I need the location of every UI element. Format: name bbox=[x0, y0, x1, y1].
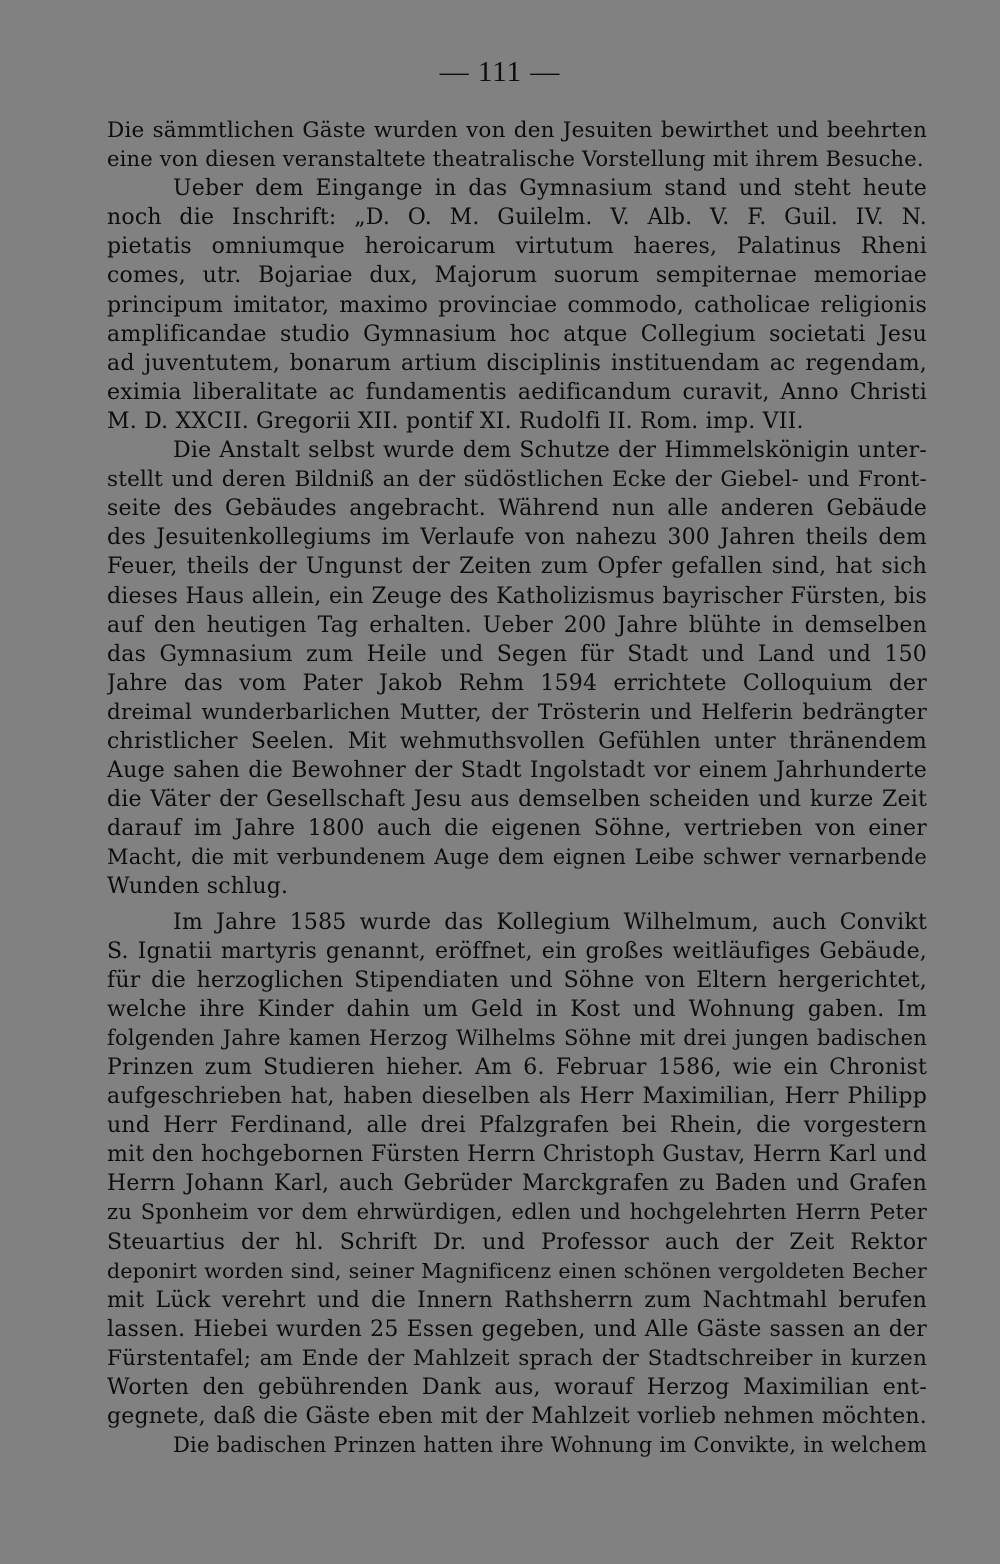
text-line: aufgeschrieben hat, haben dieselben als Herr Maximilian, Herr Philipp bbox=[107, 1084, 927, 1110]
text-line: folgenden Jahre kamen Herzog Wilhelms Söhne mit drei jungen badischen bbox=[107, 1025, 927, 1050]
text-line: für die herzoglichen Stipendiaten und Söhne von Eltern hergerichtet, bbox=[107, 967, 927, 993]
text-line: stellt und deren Bildniß an der südöstlichen Ecke der Giebel- und Front- bbox=[107, 467, 927, 493]
text-line: Die Anstalt selbst wurde dem Schutze der Himmelskönigin unter- bbox=[173, 438, 927, 464]
text-line: dieses Haus allein, ein Zeuge des Katholizismus bayrischer Fürsten, bis bbox=[107, 583, 927, 609]
text-line: mit Lück verehrt und die Innern Rathsherrn zum Nachtmahl berufen bbox=[107, 1287, 927, 1313]
text-line: noch die Inschrift: „D. O. M. Guilelm. V. Alb. V. F. Guil. IV. N. bbox=[107, 205, 927, 231]
text-line: ad juventutem, bonarum artium disciplinis instituendam ac regendam, bbox=[107, 350, 927, 376]
text-line: deponirt worden sind, seiner Magnificenz einen schönen vergoldeten Becher bbox=[107, 1258, 927, 1283]
text-line: Steuartius der hl. Schrift Dr. und Professor auch der Zeit Rektor bbox=[107, 1229, 927, 1255]
text-line: Im Jahre 1585 wurde das Kollegium Wilhelmum, auch Convikt bbox=[173, 909, 927, 935]
text-line: comes, utr. Bojariae dux, Majorum suorum sempiternae memoriae bbox=[107, 263, 927, 289]
text-line: zu Sponheim vor dem ehrwürdigen, edlen und hochgelehrten Herrn Peter bbox=[107, 1200, 927, 1225]
text-line: auf den heutigen Tag erhalten. Ueber 200 Jahre blühte in demselben bbox=[107, 612, 927, 638]
text-line: Worten den gebührenden Dank aus, worauf Herzog Maximilian ent- bbox=[107, 1375, 927, 1401]
text-line: Jahre das vom Pater Jakob Rehm 1594 errichtete Colloquium der bbox=[107, 670, 927, 696]
text-line: amplificandae studio Gymnasium hoc atque Collegium societati Jesu bbox=[107, 321, 927, 347]
text-line: seite des Gebäudes angebracht. Während nun alle anderen Gebäude bbox=[107, 496, 927, 522]
text-line: dreimal wunderbarlichen Mutter, der Trösterin und Helferin bedrängter bbox=[107, 699, 927, 725]
text-line: lassen. Hiebei wurden 25 Essen gegeben, und Alle Gäste sassen an der bbox=[107, 1316, 927, 1342]
text-line: Wunden schlug. bbox=[107, 874, 289, 900]
text-line: mit den hochgebornen Fürsten Herrn Christoph Gustav, Herrn Karl und bbox=[107, 1142, 927, 1168]
body-text bbox=[107, 116, 927, 1460]
text-line: S. Ignatii martyris genannt, eröffnet, ein großes weitläufiges Gebäude, bbox=[107, 938, 927, 964]
text-line: Fürstentafel; am Ende der Mahlzeit sprach der Stadtschreiber in kurzen bbox=[107, 1345, 927, 1371]
text-line: Die sämmtlichen Gäste wurden von den Jesuiten bewirthet und beehrten bbox=[107, 118, 927, 143]
text-line: Ueber dem Eingange in das Gymnasium stand und steht heute bbox=[173, 176, 927, 202]
text-line: Herrn Johann Karl, auch Gebrüder Marckgrafen zu Baden und Grafen bbox=[107, 1171, 927, 1197]
text-line: die Väter der Gesellschaft Jesu aus demselben scheiden und kurze Zeit bbox=[107, 787, 927, 813]
text-line: welche ihre Kinder dahin um Geld in Kost und Wohnung gaben. Im bbox=[107, 996, 927, 1022]
text-line: pietatis omniumque heroicarum virtutum haeres, Palatinus Rheni bbox=[107, 234, 927, 260]
text-line: gegnete, daß die Gäste eben mit der Mahlzeit vorlieb nehmen möchten. bbox=[107, 1404, 927, 1430]
text-line: M. D. XXCII. Gregorii XII. pontif XI. Rudolfi II. Rom. imp. VII. bbox=[107, 408, 804, 434]
text-line: principum imitator, maximo provinciae commodo, catholicae religionis bbox=[107, 292, 927, 318]
text-line: Macht, die mit verbundenem Auge dem eignen Leibe schwer vernarbende bbox=[107, 845, 927, 870]
text-line: Auge sahen die Bewohner der Stadt Ingolstadt vor einem Jahrhunderte bbox=[107, 758, 927, 784]
text-line: eximia liberalitate ac fundamentis aedificandum curavit, Anno Christi bbox=[107, 379, 927, 405]
page-number: — 111 — bbox=[439, 56, 561, 88]
text-line: des Jesuitenkollegiums im Verlaufe von nahezu 300 Jahren theils dem bbox=[107, 525, 927, 551]
text-line: Prinzen zum Studieren hieher. Am 6. Februar 1586, wie ein Chronist bbox=[107, 1055, 927, 1080]
text-line: christlicher Seelen. Mit wehmuthsvollen Gefühlen unter thränendem bbox=[107, 728, 927, 754]
text-line: und Herr Ferdinand, alle drei Pfalzgrafen bei Rhein, die vorgestern bbox=[107, 1113, 927, 1139]
text-line: Die badischen Prinzen hatten ihre Wohnung im Convikte, in welchem bbox=[173, 1433, 927, 1458]
text-line: darauf im Jahre 1800 auch die eigenen Söhne, vertrieben von einer bbox=[107, 816, 927, 842]
text-line: eine von diesen veranstaltete theatralische Vorstellung mit ihrem Besuche. bbox=[107, 147, 924, 172]
text-line: Feuer, theils der Ungunst der Zeiten zum Opfer gefallen sind, hat sich bbox=[107, 554, 927, 580]
text-line: das Gymnasium zum Heile und Segen für Stadt und Land und 150 bbox=[107, 641, 927, 667]
